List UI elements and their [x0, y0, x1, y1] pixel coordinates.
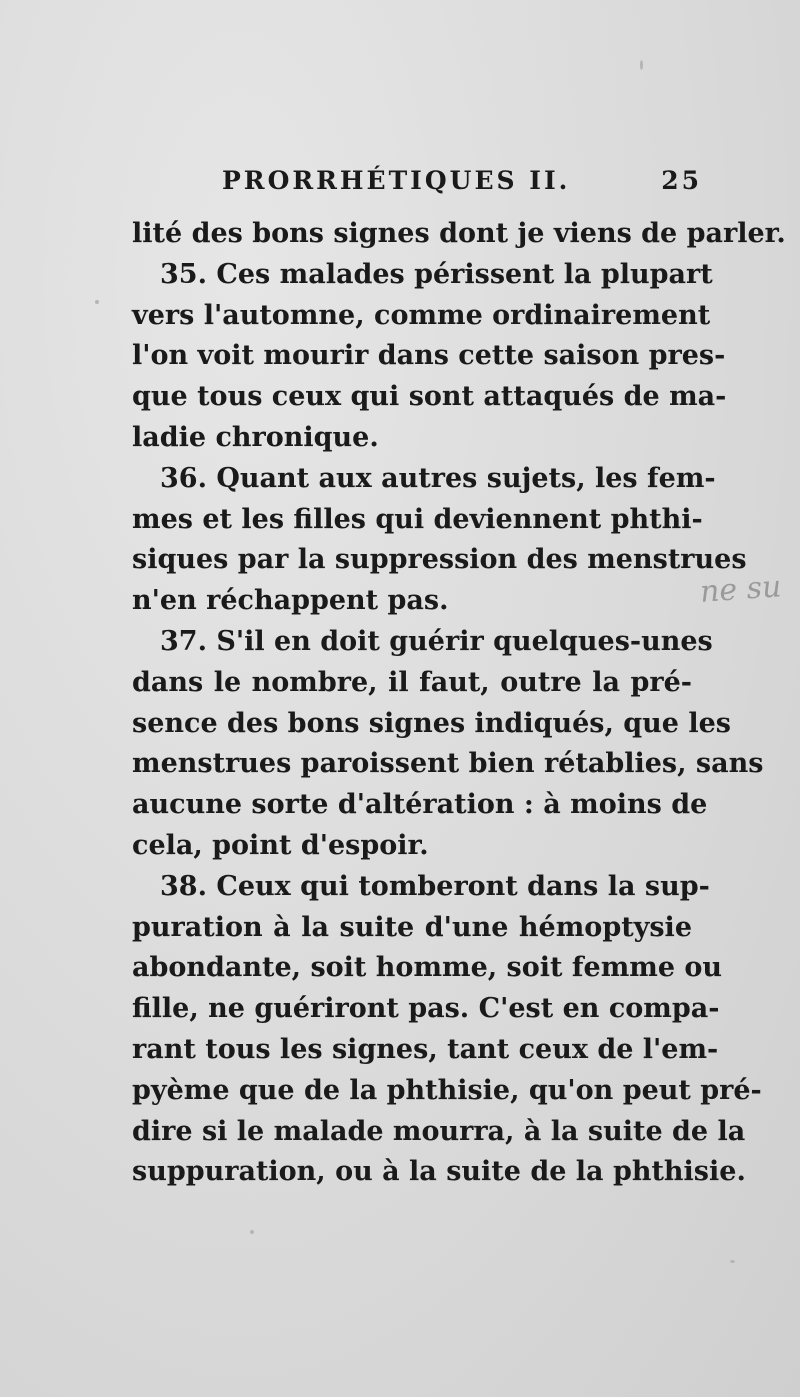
text-line: vers l'automne, comme ordinairement	[132, 299, 711, 331]
text-line: aucune sorte d'altération : à moins de	[132, 789, 708, 821]
text-line: suppuration, ou à la suite de la phthisie.	[132, 1156, 746, 1188]
text-line: pyème que de la phthisie, qu'on peut pré-	[132, 1074, 762, 1106]
paper-speck	[250, 1230, 254, 1234]
paper-speck	[640, 60, 643, 70]
text-line: 36. Quant aux autres sujets, les fem-	[160, 462, 716, 494]
text-line: mes et les filles qui deviennent phthi-	[132, 503, 703, 535]
text-line: que tous ceux qui sont attaqués de ma-	[132, 381, 727, 413]
paper-speck	[95, 300, 99, 304]
text-line: abondante, soit homme, soit femme ou	[132, 952, 723, 984]
text-line: menstrues paroissent bien rétablies, sans	[132, 748, 764, 780]
handwritten-margin-note: ne su	[698, 569, 783, 610]
text-line: sence des bons signes indiqués, que les	[132, 707, 731, 739]
text-line: n'en réchappent pas.	[132, 585, 449, 617]
text-line: fille, ne guériront pas. C'est en compa-	[132, 993, 720, 1025]
text-line: siques par la suppression des menstrues	[132, 544, 747, 576]
text-line: puration à la suite d'une hémoptysie	[132, 911, 692, 943]
page-header	[222, 166, 702, 195]
text-line: l'on voit mourir dans cette saison pres-	[132, 340, 726, 372]
paper-speck	[730, 1260, 735, 1263]
text-line: 37. S'il en doit guérir quelques-unes	[160, 625, 713, 657]
text-line: lité des bons signes dont je viens de parler.	[132, 218, 786, 249]
text-line: dans le nombre, il faut, outre la pré-	[132, 666, 692, 698]
text-line: rant tous les signes, tant ceux de l'em-	[132, 1033, 719, 1065]
page-number: 25	[661, 166, 702, 195]
text-line: 38. Ceux qui tomberont dans la sup-	[160, 870, 710, 902]
text-line: ladie chronique.	[132, 421, 379, 453]
text-line: cela, point d'espoir.	[132, 829, 429, 861]
text-line: 35. Ces malades périssent la plupart	[160, 258, 713, 290]
text-line: dire si le malade mourra, à la suite de la	[132, 1115, 746, 1147]
running-title: PRORRHÉTIQUES II.	[222, 166, 571, 195]
